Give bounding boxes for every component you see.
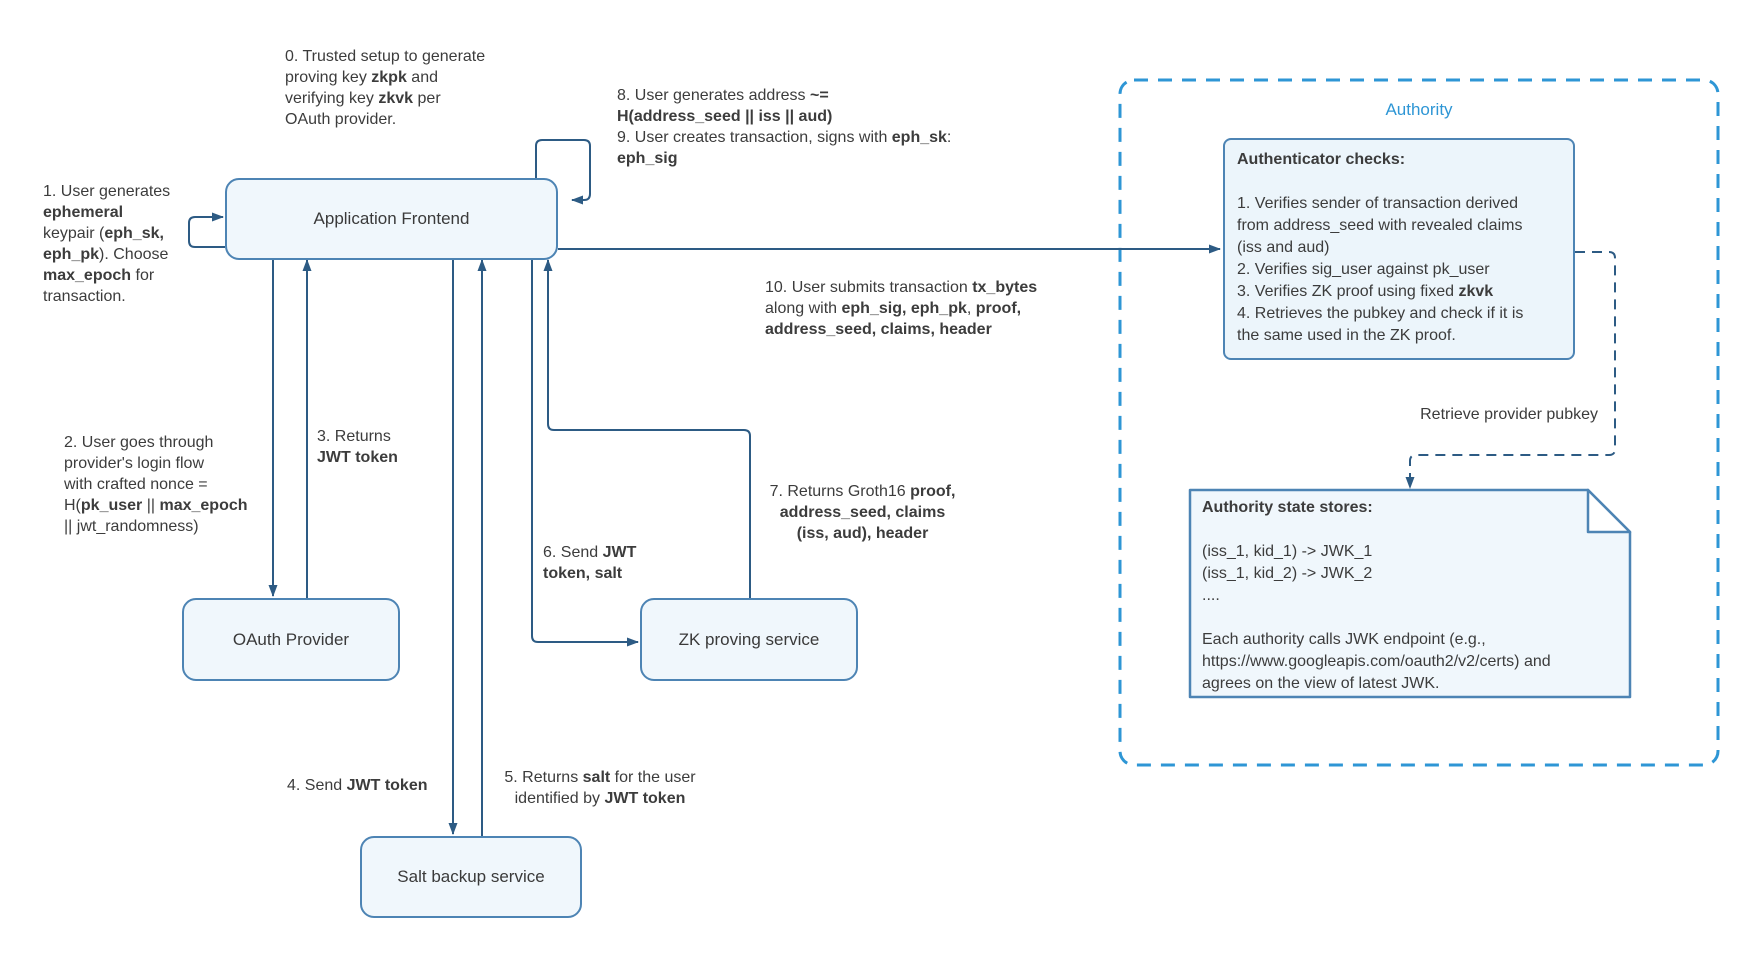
node-application-frontend-label: Application Frontend xyxy=(313,209,470,228)
annotation-step-1: 1. User generates ephemeral keypair (eph_sk, eph_pk). Choose max_epoch for transaction. xyxy=(43,183,171,305)
node-zk-proving-service-label: ZK proving service xyxy=(678,629,820,649)
annotation-step-3: 3. Returns JWT token xyxy=(317,428,398,466)
annotation-step-5: 5. Returns salt for the user identified by JWT token xyxy=(504,769,696,807)
annotation-step-7: 7. Returns Groth16 proof, address_seed, claims (iss, aud), header xyxy=(769,483,956,542)
node-salt-backup-service xyxy=(360,836,582,918)
node-oauth-provider xyxy=(182,598,400,681)
authenticator-checks-panel: Authenticator checks: 1. Verifies sender of transaction derived from address_seed with revealed claims (iss and aud) 2. Verifies sig_user against pk_user 3. Verifies ZK proof using fixed zkvk 4. Retrieves the pubkey and check if it is the same used in the ZK proof. xyxy=(1223,138,1575,360)
annotation-step-8-9: 8. User generates address ~= H(address_seed || iss || aud) 9. User creates transaction, signs with eph_sk: eph_sig xyxy=(617,87,952,167)
annotation-step-6: 6. Send JWT token, salt xyxy=(543,544,637,582)
annotation-step-0: 0. Trusted setup to generate proving key zkpk and verifying key zkvk per OAuth provider. xyxy=(285,48,486,128)
node-oauth-provider-label: OAuth Provider xyxy=(232,629,350,649)
authority-group-title: Authority xyxy=(1385,100,1453,119)
annotation-step-10: 10. User submits transaction tx_bytes along with eph_sig, eph_pk, proof, address_seed, claims, header xyxy=(765,279,1038,338)
self-loop-ephemeral-keypair-arrow xyxy=(189,217,225,247)
retrieve-provider-pubkey-label: Retrieve provider pubkey xyxy=(1420,406,1598,423)
annotation-step-4: 4. Send JWT token xyxy=(287,777,428,794)
node-salt-backup-service-label: Salt backup service xyxy=(397,867,545,886)
annotation-step-2: 2. User goes through provider's login flow with crafted nonce = H(pk_user || max_epoch || jwt_randomness) xyxy=(64,434,248,535)
node-application-frontend xyxy=(225,178,558,260)
node-zk-proving-service xyxy=(640,598,858,681)
authority-state-stores-text: Authority state stores: (iss_1, kid_1) -> JWK_1 (iss_1, kid_2) -> JWK_2 .... Each authority calls JWK endpoint (e.g., https://www.googleapis.com/oauth2/v2/certs) and agrees on the view of latest JWK. xyxy=(1202,499,1551,692)
